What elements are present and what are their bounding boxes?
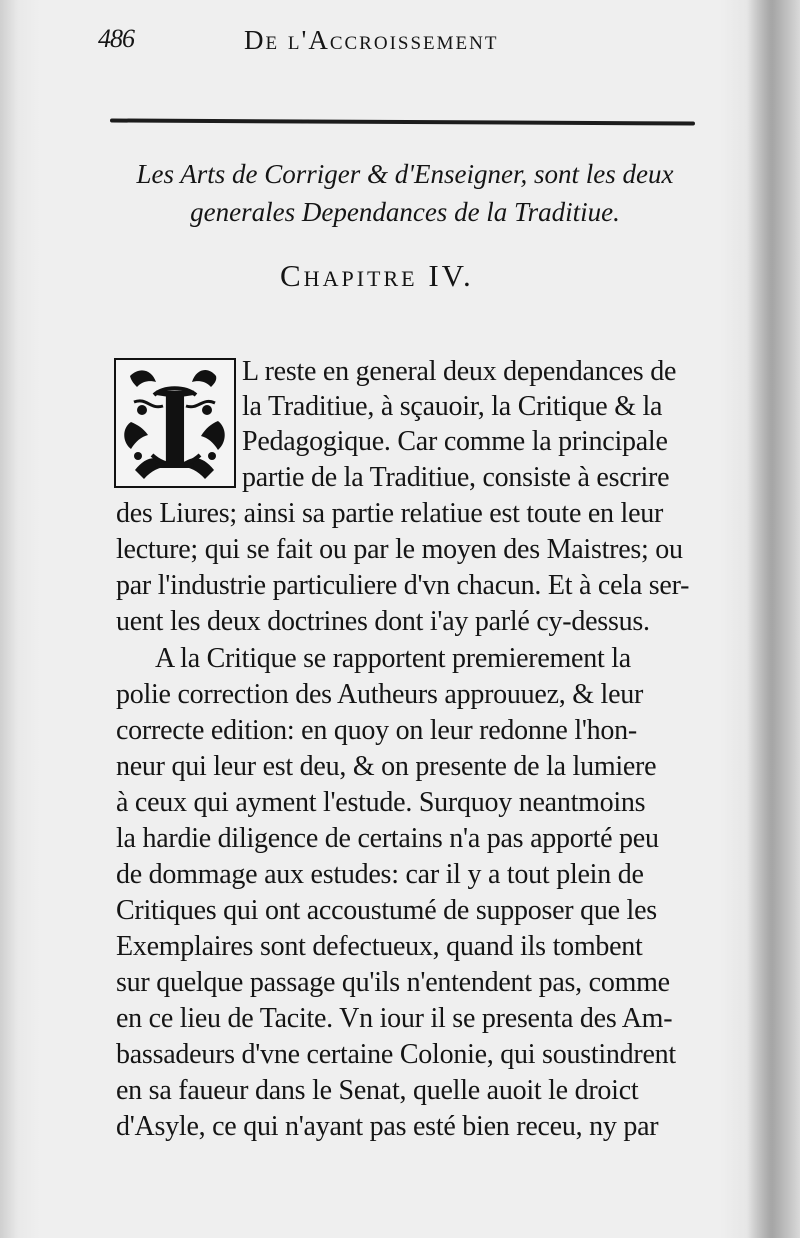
body-line-1: L reste en general deux dependances de [242, 356, 677, 387]
running-title: De l'Accroissement [244, 25, 499, 55]
body-line-17: Exemplaires sont defectueux, quand ils tombent [116, 931, 643, 962]
body-line-6: lecture; qui se fait ou par le moyen des Maistres; ou [116, 534, 683, 565]
body-line-14: la hardie diligence de certains n'a pas apporté peu [116, 823, 659, 854]
body-line-10: polie correction des Autheurs approuuez, & leur [116, 679, 644, 710]
chapter-heading: Chapitre IV. [280, 258, 474, 293]
body-line-16: Critiques qui ont accoustumé de supposer que les [116, 895, 657, 926]
body-line-19: en ce lieu de Tacite. Vn iour il se presenta des Am- [116, 1003, 673, 1034]
body-line-15: de dommage aux estudes: car il y a tout plein de [116, 859, 644, 890]
body-line-4: partie de la Traditiue, consiste à escrire [242, 462, 670, 493]
body-line-20: bassadeurs d'vne certaine Colonie, qui soustindrent [116, 1039, 676, 1070]
body-line-21: en sa faueur dans le Senat, quelle auoit le droict [116, 1075, 639, 1106]
body-line-12: neur qui leur est deu, & on presente de la lumiere [116, 751, 657, 782]
page-gutter-shadow [746, 0, 800, 1238]
body-line-11: correcte edition: en quoy on leur redonne l'hon- [116, 715, 637, 746]
decorated-initial-i [114, 358, 236, 488]
page-number: 486 [98, 24, 134, 53]
drop-cap-letter: I [152, 363, 198, 488]
body-line-2: la Traditiue, à sçauoir, la Critique & la [242, 391, 663, 422]
header-rule [110, 118, 695, 125]
running-head [98, 24, 708, 64]
body-line-9: A la Critique se rapportent premierement la [155, 643, 631, 674]
body-line-18: sur quelque passage qu'ils n'entendent pas, comme [116, 967, 670, 998]
body-line-8: uent les deux doctrines dont i'ay parlé cy-dessus. [116, 606, 650, 637]
chapter-subtitle-line-1: Les Arts de Corriger & d'Enseigner, sont les deux [136, 159, 674, 189]
body-line-22: d'Asyle, ce qui n'ayant pas esté bien receu, ny par [116, 1111, 659, 1142]
chapter-subtitle-line-2: generales Dependances de la Traditiue. [190, 197, 620, 227]
body-line-7: par l'industrie particuliere d'vn chacun. Et à cela ser- [116, 570, 690, 601]
chapter-subtitle [120, 155, 690, 231]
body-line-5: des Liures; ainsi sa partie relatiue est toute en leur [116, 498, 664, 529]
body-line-3: Pedagogique. Car comme la principale [242, 426, 668, 457]
body-line-13: à ceux qui ayment l'estude. Surquoy neantmoins [116, 787, 646, 818]
